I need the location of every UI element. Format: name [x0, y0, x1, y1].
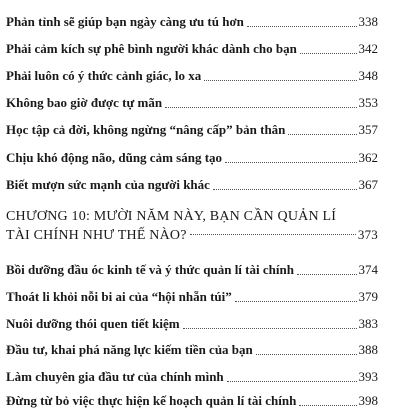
chapter-page: 373: [357, 227, 378, 242]
toc-entry: [6, 316, 378, 332]
toc-entry: [6, 41, 378, 57]
toc-entry: [6, 262, 378, 278]
toc-entry-title: Thoát li khỏi nỗi bi ai của “hội nhẵn túi”: [6, 289, 232, 304]
toc-entry-page: 383: [358, 316, 378, 331]
toc-entry-page: 393: [358, 369, 378, 384]
toc-entry-page: 388: [358, 342, 378, 357]
toc-entry-title: Làm chuyên gia đầu tư của chính mình: [6, 369, 224, 384]
dot-leader: [299, 405, 356, 406]
toc-entry: [6, 342, 378, 358]
chapter-title-line-2: TÀI CHÍNH NHƯ THẾ NÀO?: [6, 228, 187, 243]
dot-leader: [225, 162, 356, 163]
toc-entry-title: Học tập cả đời, không ngừng “nâng cấp” bản thân: [6, 122, 286, 137]
dot-leader: [300, 53, 357, 54]
toc-entry-title: Biết mượn sức mạnh của người khác: [6, 177, 210, 192]
toc-entry-title: Nuôi dưỡng thói quen tiết kiệm: [6, 316, 180, 331]
toc-entry-title: Phải luôn có ý thức cảnh giác, lo xa: [6, 68, 202, 83]
toc-entry-title: Không bao giờ được tự mãn: [6, 95, 163, 110]
toc-entry-page: 342: [358, 41, 378, 56]
toc-entry-page: 374: [358, 262, 378, 277]
dot-leader: [247, 26, 357, 27]
dot-leader: [213, 189, 357, 190]
toc-entry: [6, 289, 378, 305]
toc-entry-title: Chịu khó động não, dũng cảm sáng tạo: [6, 150, 223, 165]
dot-leader: [297, 274, 357, 275]
toc-entry-page: 348: [358, 68, 378, 83]
toc-entry-page: 362: [358, 150, 378, 165]
toc-entry-cut-off: [6, 393, 378, 409]
toc-entry-title: Đầu tư, khai phá năng lực kiếm tiền của bạn: [6, 342, 253, 357]
dot-leader: [288, 134, 356, 135]
toc-entry: [6, 177, 378, 193]
dot-leader: [204, 80, 356, 81]
toc-entry: [6, 68, 378, 84]
toc-entry-title: Đừng từ bỏ việc thực hiện kế hoạch quản lí tài chính: [6, 393, 297, 408]
chapter-title-line-2-row: [6, 226, 378, 245]
chapter-title-line-1: CHƯƠNG 10: MƯỜI NĂM NÀY, BẠN CẦN QUẢN LÍ: [6, 209, 337, 224]
chapter-heading: [6, 208, 378, 245]
toc-entry: [6, 369, 378, 385]
dot-leader: [227, 381, 357, 382]
toc-entry-title: Phản tỉnh sẽ giúp bạn ngày càng ưu tú hơn: [6, 14, 244, 29]
toc-entry-title: Phải cảm kích sự phê bình người khác dành cho bạn: [6, 41, 297, 56]
toc-entry-page: 367: [358, 177, 378, 192]
toc-entry-page: 338: [358, 14, 378, 29]
dot-leader: [235, 301, 357, 302]
toc-entry: [6, 150, 378, 166]
toc-entry-page: 353: [358, 95, 378, 110]
toc-entry: [6, 95, 378, 111]
toc-entry: [6, 122, 378, 138]
dot-leader: [190, 234, 356, 235]
dot-leader: [256, 354, 357, 355]
toc-entry-page: 398: [358, 393, 378, 408]
toc-entry-page: 357: [358, 122, 378, 137]
dot-leader: [165, 107, 356, 108]
toc-entry-page: 379: [358, 289, 378, 304]
dot-leader: [183, 328, 357, 329]
toc-entry-title: Bồi dưỡng đầu óc kinh tế và ý thức quản lí tài chính: [6, 262, 294, 277]
toc-entry: [6, 14, 378, 30]
